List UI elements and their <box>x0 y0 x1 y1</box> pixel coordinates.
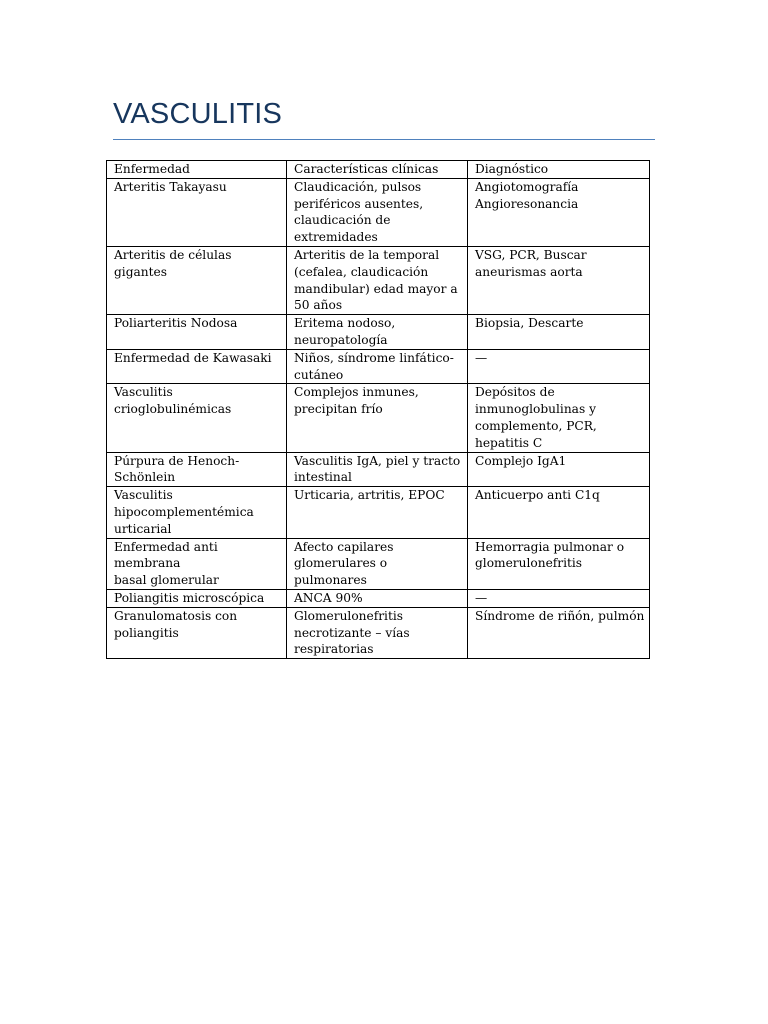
diagnosis-cell: — <box>468 349 650 384</box>
clinical-cell: Afecto capilares glomerulares o pulmonares <box>287 538 468 589</box>
diagnosis-cell: Depósitos de inmunoglobulinas y complemento, PCR, hepatitis C <box>468 384 650 452</box>
table-row <box>107 607 650 658</box>
disease-cell: Enfermedad anti membrana basal glomerular <box>107 538 287 589</box>
table-row <box>107 349 650 384</box>
diagnosis-cell: Complejo IgA1 <box>468 452 650 487</box>
clinical-cell: Niños, síndrome linfático- cutáneo <box>287 349 468 384</box>
clinical-cell: Complejos inmunes, precipitan frío <box>287 384 468 452</box>
disease-cell: Vasculitis crioglobulinémicas <box>107 384 287 452</box>
clinical-cell: Vasculitis IgA, piel y tracto intestinal <box>287 452 468 487</box>
header-cell: Diagnóstico <box>468 161 650 179</box>
diagnosis-cell: — <box>468 589 650 607</box>
table-row <box>107 452 650 487</box>
table-header-row <box>107 161 650 179</box>
clinical-cell: Urticaria, artritis, EPOC <box>287 487 468 538</box>
table-row <box>107 246 650 314</box>
clinical-cell: Arteritis de la temporal (cefalea, claudicación mandibular) edad mayor a 50 años <box>287 246 468 314</box>
clinical-cell: Glomerulonefritis necrotizante – vías respiratorias <box>287 607 468 658</box>
title-underline <box>113 139 655 140</box>
clinical-cell: Eritema nodoso, neuropatología <box>287 315 468 350</box>
vasculitis-table <box>106 160 650 659</box>
diagnosis-cell: Anticuerpo anti C1q <box>468 487 650 538</box>
clinical-cell: Claudicación, pulsos periféricos ausentes, claudicación de extremidades <box>287 178 468 246</box>
disease-cell: Púrpura de Henoch- Schönlein <box>107 452 287 487</box>
table-row <box>107 384 650 452</box>
disease-cell: Granulomatosis con poliangitis <box>107 607 287 658</box>
disease-cell: Arteritis Takayasu <box>107 178 287 246</box>
disease-cell: Arteritis de células gigantes <box>107 246 287 314</box>
diagnosis-cell: Angiotomografía Angioresonancia <box>468 178 650 246</box>
disease-cell: Vasculitis hipocomplementémica urticarial <box>107 487 287 538</box>
table-row <box>107 589 650 607</box>
disease-cell: Poliarteritis Nodosa <box>107 315 287 350</box>
diagnosis-cell: Hemorragia pulmonar o glomerulonefritis <box>468 538 650 589</box>
table-row <box>107 487 650 538</box>
table-row <box>107 538 650 589</box>
clinical-cell: ANCA 90% <box>287 589 468 607</box>
diagnosis-cell: Síndrome de riñón, pulmón <box>468 607 650 658</box>
table-row <box>107 315 650 350</box>
diagnosis-cell: Biopsia, Descarte <box>468 315 650 350</box>
header-cell: Enfermedad <box>107 161 287 179</box>
header-cell: Características clínicas <box>287 161 468 179</box>
table-row <box>107 178 650 246</box>
diagnosis-cell: VSG, PCR, Buscar aneurismas aorta <box>468 246 650 314</box>
disease-cell: Enfermedad de Kawasaki <box>107 349 287 384</box>
page-title: VASCULITIS <box>113 98 283 130</box>
disease-cell: Poliangitis microscópica <box>107 589 287 607</box>
